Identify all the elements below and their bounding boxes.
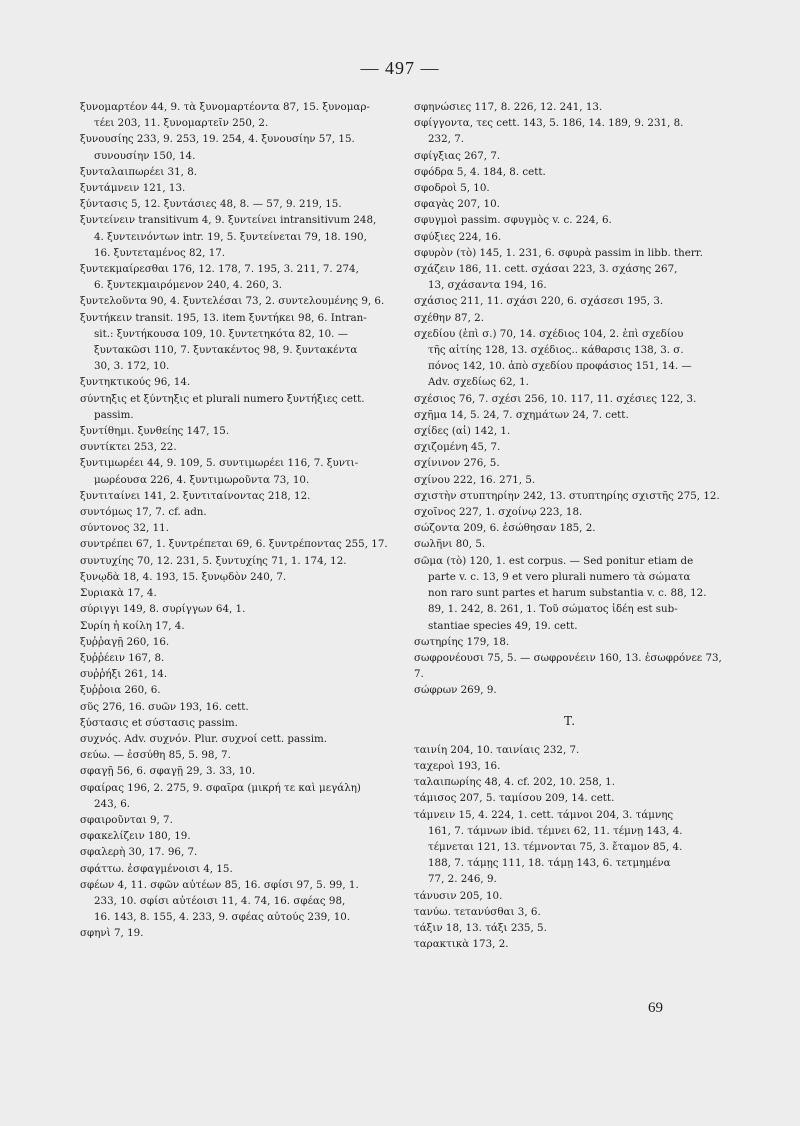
index-entry: σώφρων 269, 9. bbox=[414, 684, 497, 697]
index-entry: ταρακτικὰ 173, 2. bbox=[414, 938, 509, 951]
index-entry: ξυντίθημι. ξυνθείης 147, 15. bbox=[80, 425, 230, 438]
index-entry: τάμνειν 15, 4. 224, 1. cett. τάμνοι 204, 3. τάμνης bbox=[414, 808, 674, 821]
index-entry-continuation: stantiae species 49, 19. cett. bbox=[428, 619, 578, 632]
index-entry-continuation: 4. ξυντεινόντων intr. 19, 5. ξυντείνεται 79, 18. 190, bbox=[94, 230, 367, 243]
index-entry: συντίκτει 253, 22. bbox=[80, 441, 177, 454]
index-entry: τάνυσιν 205, 10. bbox=[414, 889, 503, 902]
index-entry-continuation: passim. bbox=[94, 408, 134, 421]
index-entry: σχιζομένη 45, 7. bbox=[414, 441, 501, 454]
index-entry: σφοδροὶ 5, 10. bbox=[414, 182, 490, 195]
index-entry: σωλῆνι 80, 5. bbox=[414, 538, 486, 551]
index-entry: ξυντήκειν transit. 195, 13. item ξυντήκει 98, 6. Intran- bbox=[80, 311, 367, 324]
index-entry-continuation: τῆς αἰτίης 128, 13. σχέδιος.. κάθαρσις 138, 3. σ. bbox=[428, 344, 684, 357]
index-entry: σεύω. — ἐσσύθη 85, 5. 98, 7. bbox=[80, 749, 231, 762]
index-entry: σύντονος 32, 11. bbox=[80, 522, 169, 535]
index-entry: σφίγξιας 267, 7. bbox=[414, 149, 501, 162]
index-entry: σχιστὴν στυπτηρίην 242, 13. στυπτηρίης σχιστῆς 275, 12. bbox=[414, 489, 720, 502]
index-entry: ξυντιμωρέει 44, 9. 109, 5. συντιμωρέει 116, 7. ξυντι- bbox=[80, 457, 359, 470]
index-entry: ξυνταλαιπωρέει 31, 8. bbox=[80, 165, 198, 178]
index-entry: συχνός. Adv. συχνόν. Plur. συχνοί cett. passim. bbox=[80, 732, 328, 745]
index-entry: ξυντιταίνει 141, 2. ξυντιταίνοντας 218, 12. bbox=[80, 489, 311, 502]
index-entry: σφαλερὴ 30, 17. 96, 7. bbox=[80, 846, 198, 859]
index-entry-continuation: 6. ξυντεκμαιρόμενον 240, 4. 260, 3. bbox=[94, 279, 283, 292]
index-entry-continuation: πόνος 142, 10. ἀπὸ σχεδίου προφάσιος 151, 14. — bbox=[428, 360, 692, 373]
index-entry: σφηνὶ 7, 19. bbox=[80, 927, 144, 940]
index-entry: ξυνομαρτέον 44, 9. τὰ ξυνομαρτέοντα 87, 15. ξυνομαρ- bbox=[80, 101, 370, 113]
index-entry: ταινίη 204, 10. ταινίαις 232, 7. bbox=[414, 743, 580, 756]
index-entry: ξυῤῥοια 260, 6. bbox=[80, 684, 161, 697]
index-entry-continuation: 161, 7. τάμνων ibid. τέμνει 62, 11. τέμνῃ 143, 4. bbox=[428, 824, 683, 837]
index-entry-continuation: parte v. c. 13, 9 et vero plurali numero τὰ σώματα bbox=[428, 570, 691, 583]
index-entry: σωφρονέουσι 75, 5. — σωφρονέειν 160, 13. ἐσωφρόνεε 73, 7. bbox=[414, 651, 722, 681]
index-entry: ξυντεκμαίρεσθαι 176, 12. 178, 7. 195, 3. 211, 7. 274, bbox=[80, 263, 359, 276]
index-entry-continuation: συνουσίην 150, 14. bbox=[94, 149, 196, 162]
index-entry: σφίγγοντα, τες cett. 143, 5. 186, 14. 189, 9. 231, 8. bbox=[414, 117, 684, 130]
index-entry-continuation: ξυντακῶσι 110, 7. ξυντακέντος 98, 9. ξυντακέντα bbox=[94, 344, 358, 357]
index-entry: σχέσιος 76, 7. σχέσι 256, 10. 117, 11. σχέσιες 122, 3. bbox=[414, 392, 697, 405]
index-entry: σχάζειν 186, 11. cett. σχάσαι 223, 3. σχάσης 267, bbox=[414, 263, 678, 276]
index-entry-continuation: 30, 3. 172, 10. bbox=[94, 360, 170, 373]
index-entry: σφύξιες 224, 16. bbox=[414, 230, 502, 243]
index-entry: ταλαιπωρίης 48, 4. cf. 202, 10. 258, 1. bbox=[414, 776, 616, 789]
index-entry-continuation: sit.: ξυντήκουσα 109, 10. ξυντετηκότα 82, 10. — bbox=[94, 327, 349, 340]
index-entry: σώζοντα 209, 6. ἐσώθησαν 185, 2. bbox=[414, 522, 596, 535]
index-entry-continuation: 243, 6. bbox=[94, 797, 131, 810]
index-entry: σύντηξις et ξύντηξις et plurali numero ξυντήξιες cett. bbox=[80, 392, 365, 405]
signature-mark: 69 bbox=[648, 1000, 663, 1016]
index-entry: ξυνῳδὰ 18, 4. 193, 15. ξυνῳδὸν 240, 7. bbox=[80, 570, 287, 583]
index-entry: Συριακὰ 17, 4. bbox=[80, 587, 157, 600]
index-entry: ξυντηκτικούς 96, 14. bbox=[80, 376, 191, 389]
index-entry-continuation: 77, 2. 246, 9. bbox=[428, 873, 497, 886]
index-entry: σχίδες (αἱ) 142, 1. bbox=[414, 425, 511, 438]
index-entry: ξυῤῥαγῇ 260, 16. bbox=[80, 635, 170, 648]
index-entry: σφαίρας 196, 2. 275, 9. σφαῖρα (μικρή τε καὶ μεγάλη) bbox=[80, 781, 361, 794]
index-entry: ξυῤῥέειν 167, 8. bbox=[80, 651, 165, 664]
index-entry: σχοῖνος 227, 1. σχοίνῳ 223, 18. bbox=[414, 506, 583, 519]
index-entry: σωτηρίης 179, 18. bbox=[414, 635, 510, 648]
index-entry: ξύντασις 5, 12. ξυντάσιες 48, 8. — 57, 9. 219, 15. bbox=[80, 198, 342, 211]
index-entry: συντόμως 17, 7. cf. adn. bbox=[80, 506, 207, 519]
index-entry: σύριγγι 149, 8. συρίγγων 64, 1. bbox=[80, 603, 246, 616]
index-entry: σχέθην 87, 2. bbox=[414, 311, 484, 324]
right-column bbox=[414, 99, 726, 952]
index-entry: συντρέπει 67, 1. ξυντρέπεται 69, 6. ξυντρέποντας 255, 17. bbox=[80, 538, 388, 551]
index-entry: ξυντάμνειν 121, 13. bbox=[80, 182, 186, 195]
index-entry-continuation: non raro sunt partes et harum substantia v. c. 88, 12. bbox=[428, 587, 707, 600]
index-entry: ξυντελοῦντα 90, 4. ξυντελέσαι 73, 2. συντελουμένης 9, 6. bbox=[80, 295, 385, 308]
index-entry: τανύω. τετανύσθαι 3, 6. bbox=[414, 905, 541, 918]
section-heading: T. bbox=[563, 713, 577, 728]
index-entry: σχάσιος 211, 11. σχάσι 220, 6. σχάσεσι 195, 3. bbox=[414, 295, 664, 308]
index-entry: Συρίη ἡ κοίλη 17, 4. bbox=[80, 619, 185, 632]
index-entry: σφαγῇ 56, 6. σφαγῇ 29, 3. 33, 10. bbox=[80, 765, 256, 778]
index-entry-continuation: 13, σχάσαντα 194, 16. bbox=[428, 279, 547, 292]
index-entry-continuation: 188, 7. τάμῃς 111, 18. τάμῃ 143, 6. τετμημένα bbox=[428, 857, 671, 870]
index-entry: σφυρὸν (τὸ) 145, 1. 231, 6. σφυρὰ passim in libb. therr. bbox=[414, 246, 703, 259]
index-entry: ξυνουσίης 233, 9. 253, 19. 254, 4. ξυνουσίην 57, 15. bbox=[80, 133, 355, 146]
index-entry-continuation: Adv. σχεδίως 62, 1. bbox=[428, 376, 529, 389]
index-entry: σφόδρα 5, 4. 184, 8. cett. bbox=[414, 165, 546, 178]
index-entry: σφάττω. ἐσφαγμένοισι 4, 15. bbox=[80, 862, 233, 875]
index-entry-continuation: 16. ξυντεταμένος 82, 17. bbox=[94, 246, 226, 259]
index-entry-continuation: τέμνεται 121, 13. τέμνονται 75, 3. ἔταμον 85, 4. bbox=[428, 840, 683, 853]
index-entry: σφαγὰς 207, 10. bbox=[414, 198, 500, 211]
index-entry: σχίνινον 276, 5. bbox=[414, 457, 500, 470]
index-entry: συντυχίης 70, 12. 231, 5. ξυντυχίης 71, 1. 174, 12. bbox=[80, 554, 347, 567]
index-entry-continuation: 232, 7. bbox=[428, 133, 465, 146]
page-number: — 497 — bbox=[360, 58, 440, 78]
index-entry: σφέων 4, 11. σφῶν αὐτέων 85, 16. σφίσι 97, 5. 99, 1. bbox=[80, 878, 359, 891]
left-column bbox=[80, 99, 396, 942]
index-entry: τάμισος 207, 5. ταμίσου 209, 14. cett. bbox=[414, 792, 615, 805]
index-entry: ξυντείνειν transitivum 4, 9. ξυντείνει intransitivum 248, bbox=[80, 214, 377, 227]
index-entry-continuation: 233, 10. σφίσι αὐτέοισι 11, 4. 74, 16. σφέας 98, bbox=[94, 894, 346, 907]
index-entry: ξύστασις et σύστασις passim. bbox=[80, 716, 238, 729]
index-entry: ταχεροὶ 193, 16. bbox=[414, 759, 501, 772]
index-entry: σχίνου 222, 16. 271, 5. bbox=[414, 473, 536, 486]
index-entry: σφηνώσιες 117, 8. 226, 12. 241, 13. bbox=[414, 101, 603, 113]
index-entry: σχῆμα 14, 5. 24, 7. σχημάτων 24, 7. cett. bbox=[414, 408, 629, 421]
index-entry: συῤῥήξι 261, 14. bbox=[80, 668, 168, 681]
index-entry: σῦς 276, 16. συῶν 193, 16. cett. bbox=[80, 700, 249, 713]
index-entry-continuation: 16. 143, 8. 155, 4. 233, 9. σφέας αὐτούς 239, 10. bbox=[94, 911, 351, 924]
index-entry: τάξιν 18, 13. τάξι 235, 5. bbox=[414, 921, 547, 934]
index-entry: σφυγμοὶ passim. σφυγμὸς v. c. 224, 6. bbox=[414, 214, 612, 227]
index-entry-continuation: 89, 1. 242, 8. 261, 1. Τοῦ σώματος ἰδέη est sub- bbox=[428, 603, 678, 616]
index-entry: σφακελίζειν 180, 19. bbox=[80, 830, 191, 843]
index-entry-continuation: τέει 203, 11. ξυνομαρτεῖν 250, 2. bbox=[94, 117, 269, 130]
index-entry: σφαιροῦνται 9, 7. bbox=[80, 813, 173, 826]
index-entry: σῶμα (τὸ) 120, 1. est corpus. — Sed ponitur etiam de bbox=[414, 554, 694, 567]
index-entry-continuation: μωρέουσα 226, 4. ξυντιμωροῦντα 73, 10. bbox=[94, 473, 310, 486]
index-entry: σχεδίου (ἐπὶ σ.) 70, 14. σχέδιος 104, 2. ἐπὶ σχεδίου bbox=[414, 327, 684, 340]
